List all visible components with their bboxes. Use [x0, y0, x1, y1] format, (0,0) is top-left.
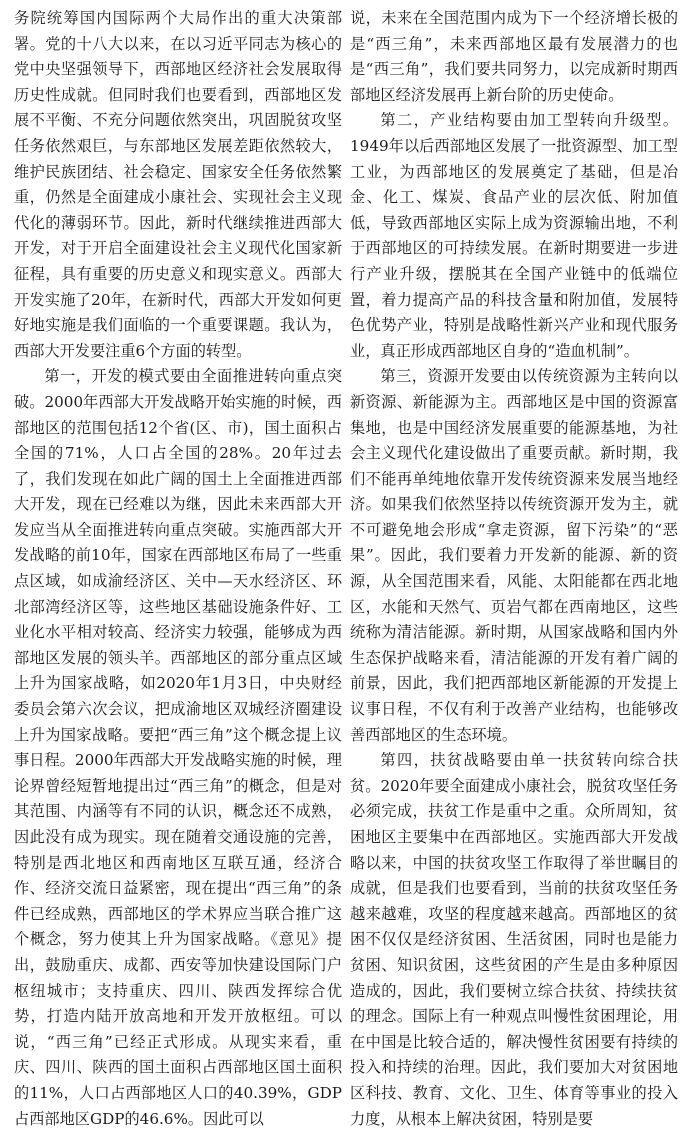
paragraph-third-transformation: 第三，资源开发要由以传统资源为主转向以新资源、新能源为主。西部地区是中国的资源富集地，也是中国经济发展重要的能源基地，为社会主义现代化建设做出了重要贡献。新时期，我们不能再单纯地依靠开发传统资源来发展当地经济。如果我们依然坚持以传统资源开发为主，就不可避免地会形成“拿走资源，留下污染”的“恶果”。因此，我们要着力开发新的能源、新的资源，从全国范围来看，风能、太阳能都在西北地区，水能和天然气、页岩气都在西南地区，这些统称为清洁能源。新时期，从国家战略和国内外生态保护战略来看，清洁能源的开发有着广阔的前景，因此，我们把西部地区新能源的开发提上议事日程，不仅有利于改善产业结构，也能够改善西部地区的生态环境。 [350, 367, 678, 744]
paragraph-continued: 说，未来在全国范围内成为下一个经济增长极的是“西三角”，未来西部地区最有发展潜力的也是“西三角”，我们要共同努力，以完成新时期西部地区经济发展再上新台阶的历史使命。 [350, 9, 678, 104]
right-column [350, 6, 678, 1132]
paragraph-first-transformation: 第一，开发的模式要由全面推进转向重点突破。2000年西部大开发战略开始实施的时候，西部地区的范围包括12个省(区、市)，国土面积占全国的71%，人口占全国的28%。20年过去了，我们发现在如此广阔的国土上全面推进西部大开发，现在已经难以为继，因此未来西部大开发应当从全面推进转向重点突破。实施西部大开发战略的前10年，国家在西部地区布局了一些重点区域，如成渝经济区、关中—天水经济区、环北部湾经济区等，这些地区基础设施条件好、工业化水平相对较高、经济实力较强，能够成为西部地区发展的领头羊。西部地区的部分重点区域上升为国家战略，如2020年1月3日，中央财经委员会第六次会议，把成渝地区双城经济圈建设上升为国家战略。要把“西三角”这个概念提上议事日程。2000年西部大开发战略实施的时候，理论界曾经短暂地提出过“西三角”的概念，但是对其范围、内涵等有不同的认识，概念还不成熟，因此没有成为现实。现在随着交通设施的完善，特别是西北地区和西南地区互联互通，经济合作、经济交流日益紧密，现在提出“西三角”的条件已经成熟，西部地区的学术界应当联合推广这个概念，努力使其上升为国家战略。《意见》提出，鼓励重庆、成都、西安等加快建设国际门户枢纽城市；支持重庆、四川、陕西发挥综合优势，打造内陆开放高地和开发开放枢纽。可以说，“西三角”已经正式形成。从现实来看，重庆、四川、陕西的国土面积占西部地区国土面积的11%，人口占西部地区人口的40.39%，GDP占西部地区GDP的46.6%。因此可以 [14, 367, 342, 1128]
paragraph-second-transformation: 第二，产业结构要由加工型转向升级型。1949年以后西部地区发展了一批资源型、加工型工业，为西部地区的发展奠定了基础，但是冶金、化工、煤炭、食品产业的层次低、附加值低，导致西部地区实际上成为资源输出地，不利于西部地区的可持续发展。在新时期要进一步进行产业升级，摆脱其在全国产业链中的低端位置，着力提高产品的科技含量和附加值，发展特色优势产业，特别是战略性新兴产业和现代服务业，真正形成西部地区自身的“造血机制”。 [350, 111, 678, 360]
left-column [14, 6, 342, 1132]
paragraph-continued: 务院统筹国内国际两个大局作出的重大决策部署。党的十八大以来，在以习近平同志为核心的党中央坚强领导下，西部地区经济社会发展取得历史性成就。但同时我们也要看到，西部地区发展不平衡、不充分问题依然突出，巩固脱贫攻坚任务依然艰巨，与东部地区发展差距依然较大，维护民族团结、社会稳定、国家安全任务依然繁重，仍然是全面建成小康社会、实现社会主义现代化的薄弱环节。因此，新时代继续推进西部大开发，对于开启全面建设社会主义现代化国家新征程，具有重要的历史意义和现实意义。西部大开发实施了20年，在新时代，西部大开发如何更好地实施是我们面临的一个重要课题。我认为，西部大开发要注重6个方面的转型。 [14, 9, 342, 360]
paragraph-fourth-transformation: 第四，扶贫战略要由单一扶贫转向综合扶贫。2020年要全面建成小康社会，脱贫攻坚任务必须完成，扶贫工作是重中之重。众所周知，贫困地区主要集中在西部地区。实施西部大开发战略以来，中国的扶贫攻坚工作取得了举世瞩目的成就，但是我们也要看到，当前的扶贫攻坚任务越来越难，攻坚的程度越来越高。西部地区的贫困不仅仅是经济贫困、生活贫困，同时也是能力贫困、知识贫困，这些贫困的产生是由多种原因造成的，因此，我们要树立综合扶贫、持续扶贫的理念。国际上有一种观点叫慢性贫困理论，用在中国是比较合适的，解决慢性贫困要有持续的投入和持续的治理。因此，我们要加大对贫困地区科技、教育、文化、卫生、体育等事业的投入力度，从根本上解决贫困，特别是要 [350, 751, 678, 1128]
